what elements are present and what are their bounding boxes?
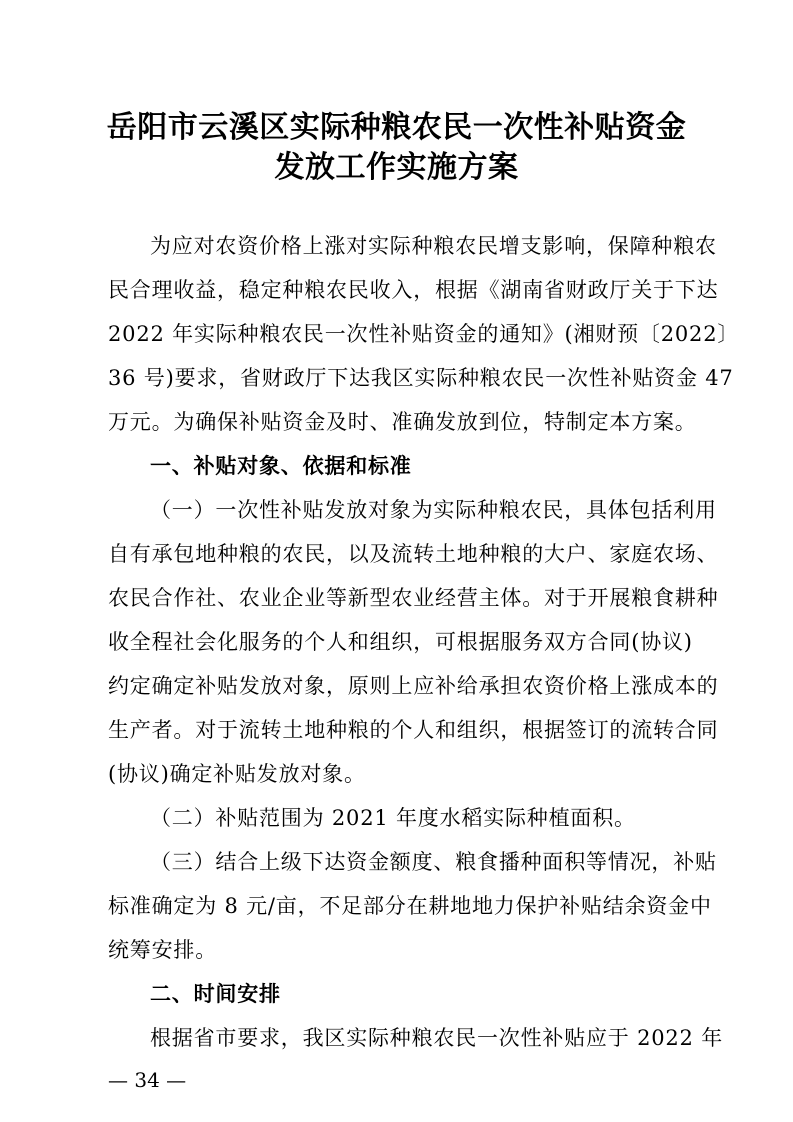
paragraph-line: 生产者。对于流转土地种粮的个人和组织，根据签订的流转合同	[108, 718, 719, 742]
paragraph-line: 收全程社会化服务的个人和组织，可根据服务双方合同(协议)	[108, 630, 693, 654]
paragraph-line: （三）结合上级下达资金额度、粮食播种面积等情况，补贴	[150, 850, 717, 874]
paragraph-line: 自有承包地种粮的农民，以及流转土地种粮的大户、家庭农场、	[108, 542, 719, 566]
paragraph-line: 统筹安排。	[108, 938, 217, 962]
page-number: — 34 —	[108, 1068, 187, 1092]
intro-line: 民合理收益，稳定种粮农民收入，根据《湖南省财政厅关于下达	[108, 278, 719, 302]
paragraph-line: 约定确定补贴发放对象，原则上应补给承担农资价格上涨成本的	[108, 674, 719, 698]
document-title-line-2: 发放工作实施方案	[274, 150, 519, 185]
paragraph-line: 标准确定为 8 元/亩，不足部分在耕地地力保护补贴结余资金中	[108, 894, 712, 918]
intro-line: 为应对农资价格上涨对实际种粮农民增支影响，保障种粮农	[150, 234, 717, 258]
intro-line: 万元。为确保补贴资金及时、准确发放到位，特制定本方案。	[108, 410, 697, 434]
document-title-line-1: 岳阳市云溪区实际种粮农民一次性补贴资金	[106, 110, 687, 145]
section-heading-2: 二、时间安排	[150, 982, 281, 1006]
paragraph-line: 农民合作社、农业企业等新型农业经营主体。对于开展粮食耕种	[108, 586, 719, 610]
paragraph-line: (协议)确定补贴发放对象。	[108, 762, 366, 786]
intro-line: 2022 年实际种粮农民一次性补贴资金的通知》(湘财预〔2022〕	[108, 322, 740, 346]
section-heading-1: 一、补贴对象、依据和标准	[150, 454, 412, 478]
paragraph-line: 根据省市要求，我区实际种粮农民一次性补贴应于 2022 年	[150, 1026, 723, 1050]
intro-line: 36 号)要求，省财政厅下达我区实际种粮农民一次性补贴资金 47	[108, 366, 734, 390]
paragraph-line: （二）补贴范围为 2021 年度水稻实际种植面积。	[150, 806, 636, 830]
paragraph-line: （一）一次性补贴发放对象为实际种粮农民，具体包括利用	[150, 498, 717, 522]
